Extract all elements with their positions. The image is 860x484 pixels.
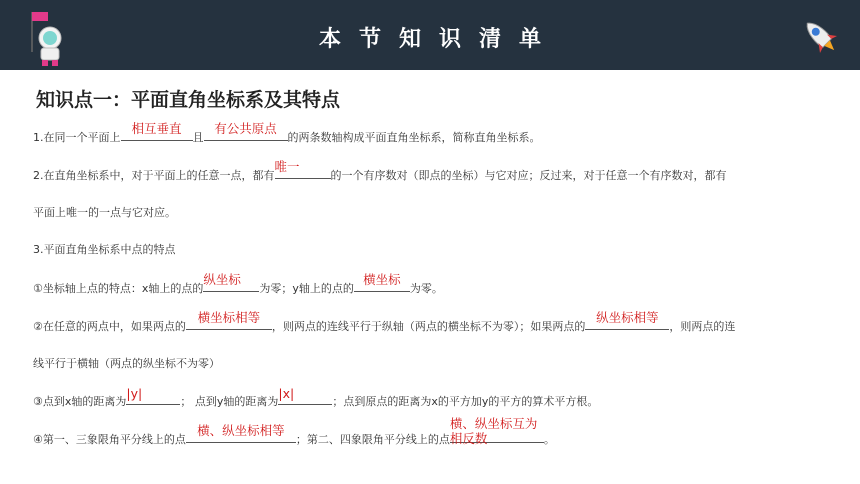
answer-blank [585, 310, 669, 330]
rocket-icon [798, 14, 842, 58]
header-title: 本节知识清单 [318, 27, 559, 52]
paragraph-1 [33, 121, 541, 145]
answer-blank [204, 121, 288, 141]
answer-text: 相互垂直 [131, 121, 182, 136]
paragraph-5 [33, 310, 736, 334]
header-bar [0, 0, 860, 70]
answer-blank [126, 386, 180, 405]
answer-blank [121, 121, 193, 141]
text: 且 [192, 131, 204, 144]
paragraph-5-cont [33, 355, 220, 371]
text: 的两条数轴构成平面直角坐标系，简称直角坐标系。 [287, 131, 541, 144]
paragraph-6 [33, 386, 599, 409]
answer-text: 唯一 [274, 159, 300, 174]
text: 1.在同一个平面上 [33, 131, 121, 144]
text: 为零；y轴上的点的 [259, 282, 354, 295]
text: 为零。 [409, 282, 443, 295]
answer-blank [186, 423, 296, 443]
paragraph-4 [33, 272, 443, 296]
paragraph-7 [33, 416, 555, 447]
answer-blank [354, 272, 410, 292]
answer-text: |x| [278, 386, 295, 401]
answer-text: 横坐标相等 [197, 310, 261, 325]
answer-text: 横坐标 [363, 272, 401, 287]
text: 2.在直角坐标系中，对于平面上的任意一点，都有 [33, 169, 275, 182]
text: 平面上唯一的一点与它对应。 [33, 206, 176, 219]
paragraph-2 [33, 159, 727, 183]
section-title: 知识点一：平面直角坐标系及其特点 [36, 89, 341, 111]
answer-text: 纵坐标相等 [596, 310, 659, 325]
text: 。 [543, 433, 555, 446]
paragraph-2-cont [33, 204, 176, 220]
paragraph-3 [33, 241, 176, 257]
answer-text: 横、纵坐标互为相反数 [449, 416, 538, 446]
answer-blank [274, 159, 331, 179]
text: ；点到原点的距离为x的平方加y的平方的算术平方根。 [332, 395, 599, 408]
answer-text: 横、纵坐标相等 [197, 423, 285, 438]
text: ，则两点的连线平行于纵轴（两点的横坐标不为零）；如果两点的 [271, 320, 586, 333]
text: ②在任意的两点中，如果两点的 [33, 320, 186, 333]
text: ； 点到y轴的距离为 [180, 395, 279, 408]
text: ③点到x轴的距离为 [33, 395, 127, 408]
answer-blank [449, 416, 544, 446]
answer-text: 纵坐标 [203, 272, 241, 287]
text: ；第二、四象限角平分线上的点 [295, 433, 450, 446]
answer-blank [278, 386, 332, 405]
text: 3.平面直角坐标系中点的特点 [33, 243, 176, 256]
text: 的一个有序数对（即点的坐标）与它对应；反过来，对于任意一个有序数对，都有 [330, 169, 727, 182]
answer-text: 有公共原点 [214, 121, 277, 136]
answer-blank [203, 272, 259, 292]
text: ④第一、三象限角平分线上的点 [33, 433, 186, 446]
answer-blank [186, 310, 272, 330]
text: ①坐标轴上点的特点：x轴上的点的 [33, 282, 204, 295]
text: ，则两点的连 [669, 320, 736, 333]
answer-text: |y| [126, 386, 143, 401]
text: 线平行于横轴（两点的纵坐标不为零） [33, 357, 220, 370]
